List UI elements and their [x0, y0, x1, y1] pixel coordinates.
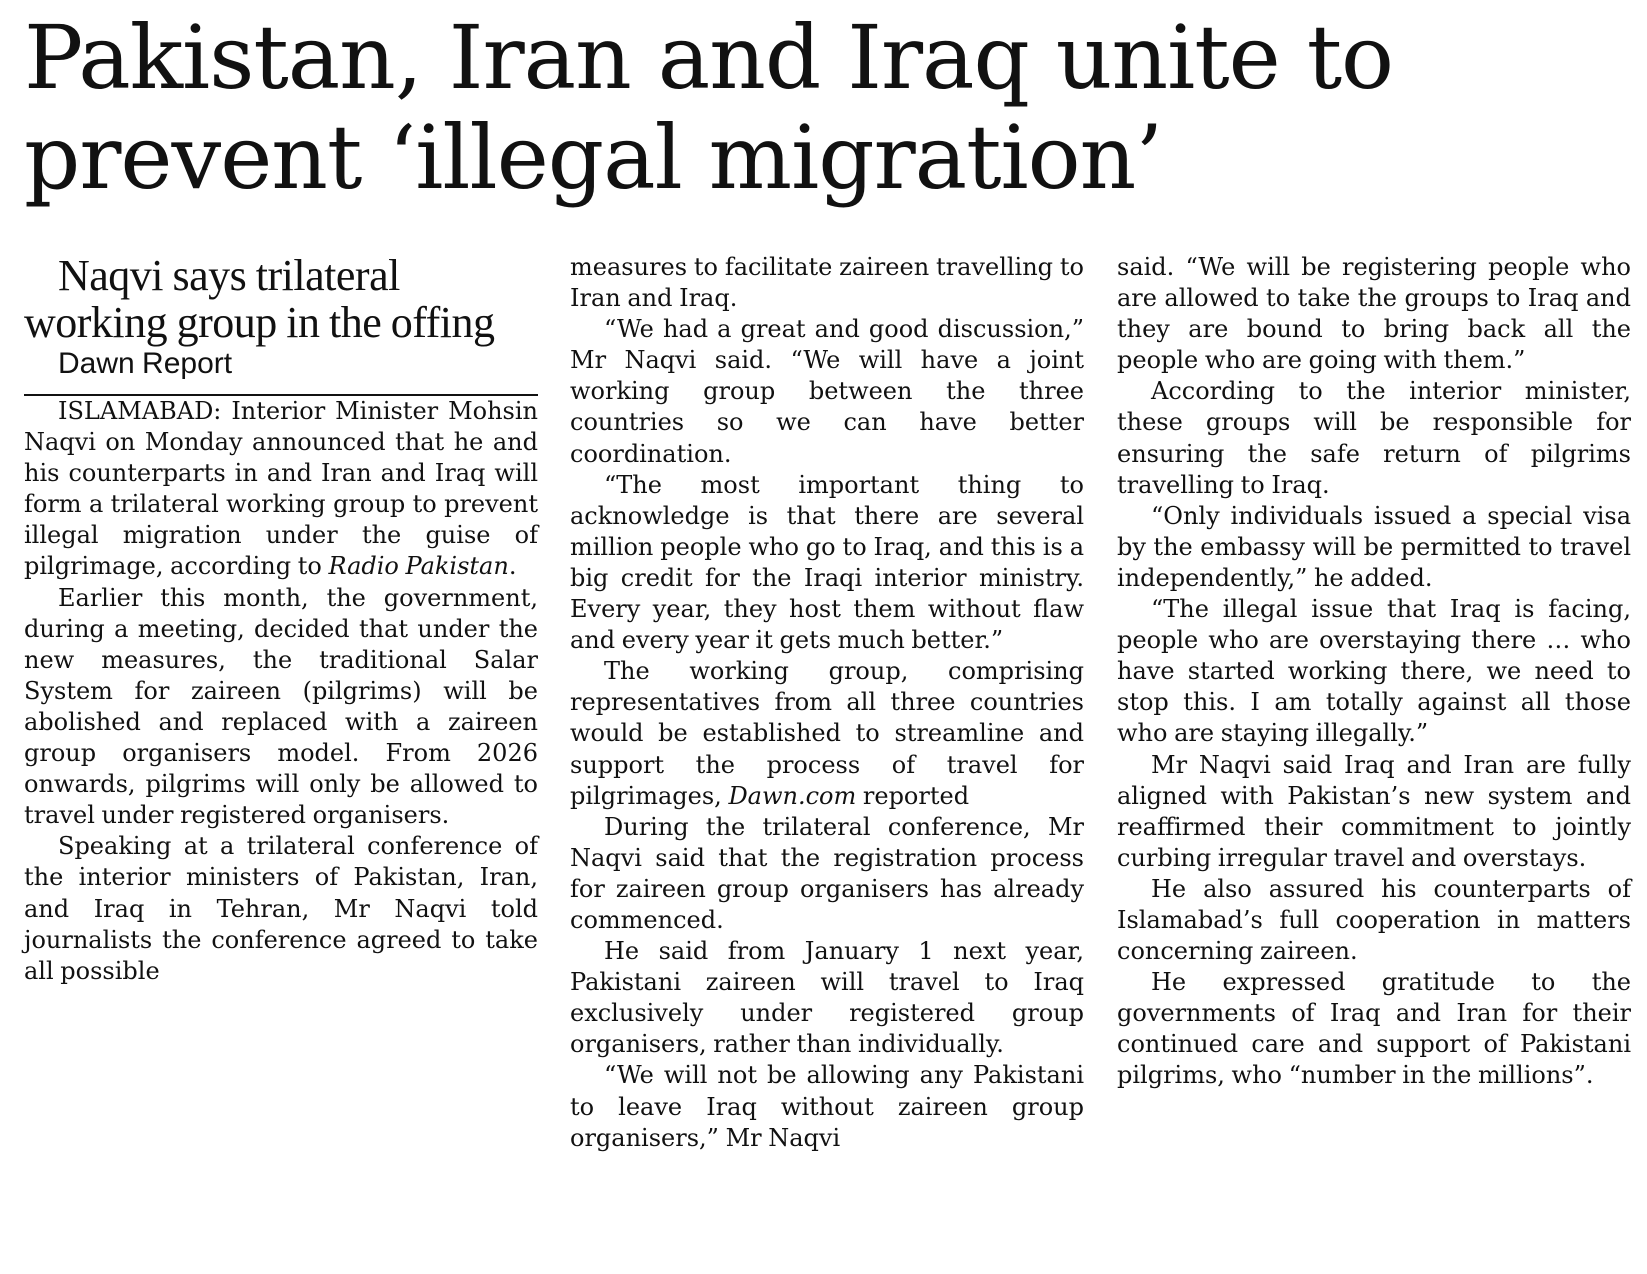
paragraph-text: reported [856, 781, 970, 810]
paragraph: During the trilateral conference, Mr Naqvi said that the registration process for zaireen group organisers has already commenced. [570, 812, 1084, 934]
paragraph-text: ISLAMABAD: Interior Minister Mohsin Naqvi on Monday announced that he and his counterparts in and Iran and Iraq will form a trilateral working group to prevent illegal migration under the guise of pilgrimage, according to [24, 397, 538, 581]
paragraph-text: The working group, comprising representatives from all three countries would be established to streamline and support the process of travel for pilgrimages, [570, 657, 1084, 810]
paragraph [24, 396, 538, 583]
paragraph: “We had a great and good discussion,” Mr Naqvi said. “We will have a joint working group between the three countries so we can have better coordination. [570, 315, 1084, 468]
paragraph: He expressed gratitude to the governments of Iraq and Iran for their continued care and support of Pakistani pilgrims, who “number in the millions”. [1117, 968, 1631, 1090]
source-name: Dawn.com [728, 781, 857, 810]
paragraph: Mr Naqvi said Iraq and Iran are fully aligned with Pakistan’s new system and reaffirmed their commitment to jointly curbing irregular travel and overstays. [1117, 750, 1631, 872]
paragraph: He said from January 1 next year, Pakistani zaireen will travel to Iraq exclusively under registered group organisers, rather than individually. [570, 937, 1084, 1059]
paragraph: He also assured his counterparts of Islamabad’s full cooperation in matters concerning zaireen. [1117, 874, 1631, 966]
paragraph: “The most important thing to acknowledge is that there are several million people who go to Iraq, and this is a big credit for the Iraqi interior ministry. Every year, they host them without flaw and every year it gets much better.” [570, 470, 1084, 655]
article-column-1 [24, 252, 538, 987]
paragraph: said. “We will be registering people who are allowed to take the groups to Iraq and they are bound to bring back all the people who are going with them.” [1117, 253, 1631, 375]
paragraph: “We will not be allowing any Pakistani to leave Iraq without zaireen group organisers,” Mr Naqvi [570, 1061, 1084, 1152]
byline: Dawn Report [24, 346, 538, 396]
source-name: Radio Pakistan [328, 552, 509, 581]
paragraph: “Only individuals issued a special visa by the embassy will be permitted to travel independently,” he added. [1117, 501, 1631, 592]
paragraph [570, 656, 1084, 811]
paragraph: Speaking at a trilateral conference of the interior ministers of Pakistan, Iran, and Iraq in Tehran, Mr Naqvi told journalists the conference agreed to take all possible [24, 832, 538, 985]
article-column-3 [1117, 252, 1631, 1092]
paragraph: measures to facilitate zaireen travelling to Iran and Iraq. [570, 253, 1084, 313]
paragraph: Earlier this month, the government, during a meeting, decided that under the new measures, the traditional Salar System for zaireen (pilgrims) will be abolished and replaced with a zaireen group organisers model. From 2026 onwards, pilgrims will only be allowed to travel under registered organisers. [24, 583, 538, 830]
paragraph: According to the interior minister, these groups will be responsible for ensuring the safe return of pilgrims travelling to Iraq. [1117, 377, 1631, 499]
paragraph-text: . [508, 552, 517, 581]
headline: Pakistan, Iran and Iraq unite to prevent ‘illegal migration’ [24, 6, 1394, 209]
deck-subheadline: Naqvi says trilateral working group in the offing [24, 251, 495, 347]
paragraph: “The illegal issue that Iraq is facing, people who are overstaying there … who have started working there, we need to stop this. I am totally against all those who are staying illegally.” [1117, 595, 1631, 748]
article-column-2 [570, 252, 1084, 1154]
